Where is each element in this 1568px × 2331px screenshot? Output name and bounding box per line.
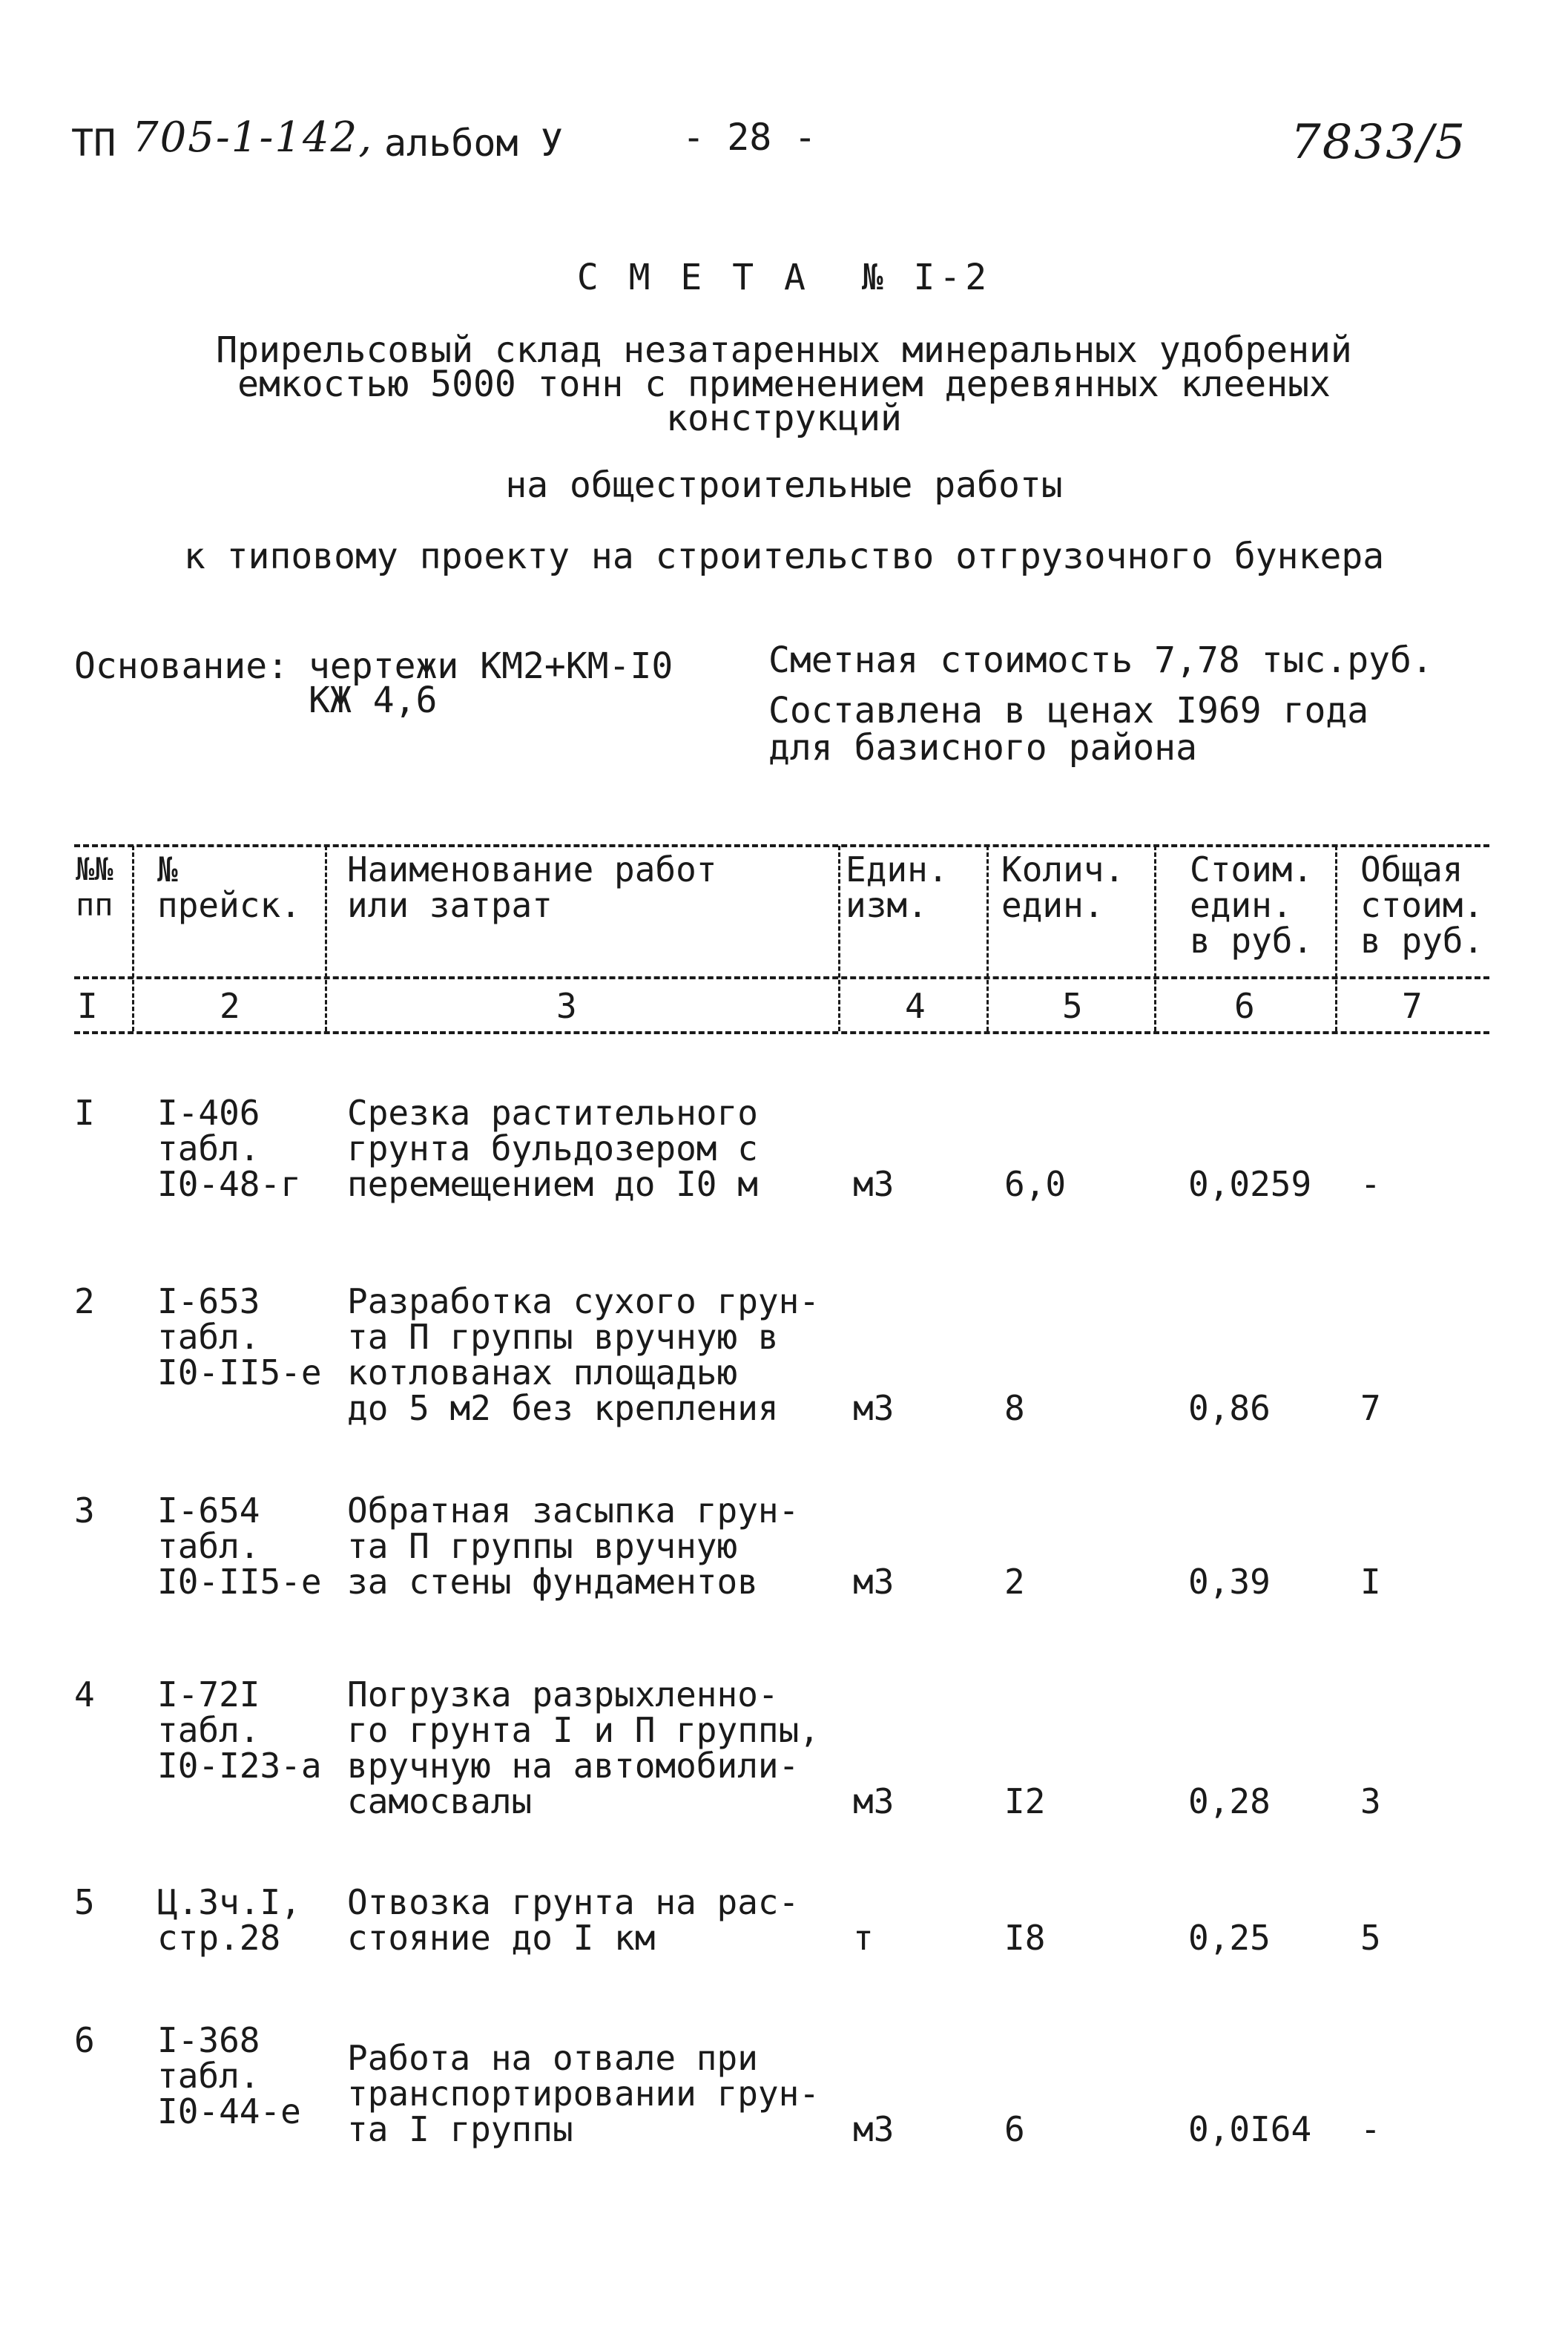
col-sep-5 — [1154, 846, 1156, 1031]
row-total: 7 — [1360, 1388, 1381, 1428]
header-col-qty: Колич. един. — [1001, 849, 1125, 925]
row-qty: 6 — [1004, 2109, 1025, 2149]
row-work-name: Обратная засыпка грун- та П группы вручную за стены фундаментов — [347, 1490, 800, 1602]
header-col-name: Наименование работ или затрат — [347, 849, 717, 925]
row-number: 3 — [74, 1490, 95, 1531]
row-unit: м3 — [853, 1388, 895, 1428]
col-sep-3 — [838, 846, 840, 1031]
col-number-2: 2 — [220, 986, 240, 1026]
row-pricelist-ref: Ц.3ч.I, стр.28 — [157, 1882, 301, 1958]
row-work-name: Работа на отвале при транспортировании грун- та I группы — [347, 2038, 820, 2149]
header-col-total: Общая стоим. в руб. — [1360, 849, 1484, 961]
col-number-7: 7 — [1402, 986, 1423, 1026]
estimated-cost: Сметная стоимость 7,78 тыс.руб. — [768, 640, 1433, 681]
row-number: 2 — [74, 1281, 95, 1321]
basis-drawings: чертежи КМ2+КМ-I0 — [309, 645, 673, 687]
col-number-1: I — [77, 986, 98, 1026]
prices-year: Составлена в ценах I969 года — [768, 690, 1369, 731]
row-unit-price: 0,39 — [1188, 1562, 1271, 1602]
row-total: I — [1360, 1562, 1381, 1602]
smeta-title: С М Е Т А № I-2 — [576, 257, 992, 298]
table-bottom-rule — [74, 1031, 1489, 1034]
table-mid-rule — [74, 976, 1489, 979]
row-unit: м3 — [853, 1164, 895, 1204]
col-number-6: 6 — [1234, 986, 1255, 1026]
row-total: - — [1360, 2109, 1381, 2149]
row-number: 5 — [74, 1882, 95, 1922]
row-work-name: Отвозка грунта на рас- стояние до I км — [347, 1882, 800, 1958]
col-sep-4 — [986, 846, 989, 1031]
row-total: - — [1360, 1164, 1381, 1204]
row-total: 3 — [1360, 1781, 1381, 1821]
object-line-2: емкостью 5000 тонн с применением деревянных клееных — [237, 364, 1331, 405]
header-col-number: №№ пп — [76, 851, 113, 923]
row-work-name: Разработка сухого грун- та П группы вручную в котлованах площадью до 5 м2 без крепления — [347, 1281, 820, 1428]
row-qty: 8 — [1004, 1388, 1025, 1428]
row-qty: I8 — [1004, 1918, 1046, 1958]
col-sep-2 — [325, 846, 327, 1031]
row-pricelist-ref: I-72I табл. I0-I23-а — [157, 1674, 322, 1786]
col-number-5: 5 — [1062, 986, 1083, 1026]
header-page-number: - 28 - — [682, 116, 817, 159]
row-number: I — [74, 1093, 95, 1133]
row-qty: 6,0 — [1004, 1164, 1067, 1204]
row-qty: I2 — [1004, 1781, 1046, 1821]
project-title: к типовому проекту на строительство отгрузочного бункера — [183, 536, 1385, 577]
row-qty: 2 — [1004, 1562, 1025, 1602]
col-number-4: 4 — [905, 986, 926, 1026]
row-unit: м3 — [853, 1781, 895, 1821]
header-col-unit: Един. изм. — [846, 849, 949, 925]
header-col-unit-price: Стоим. един. в руб. — [1190, 849, 1314, 961]
header-col-pricelist: № прейск. — [157, 849, 301, 925]
basis-drawings-2: КЖ 4,6 — [309, 680, 438, 721]
header-tp-prefix: ТП — [71, 122, 116, 165]
row-unit-price: 0,25 — [1188, 1918, 1271, 1958]
table-top-rule — [74, 844, 1489, 847]
col-sep-6 — [1335, 846, 1337, 1031]
basis-label: Основание: — [74, 645, 289, 687]
row-number: 6 — [74, 2020, 95, 2060]
row-unit: т — [853, 1918, 874, 1958]
object-line-3: конструкций — [666, 398, 902, 439]
row-unit: м3 — [853, 1562, 895, 1602]
row-unit-price: 0,28 — [1188, 1781, 1271, 1821]
row-unit-price: 0,86 — [1188, 1388, 1271, 1428]
works-type: на общестроительные работы — [505, 464, 1063, 506]
header-album: альбом У — [384, 122, 563, 165]
row-total: 5 — [1360, 1918, 1381, 1958]
row-unit-price: 0,0I64 — [1188, 2109, 1312, 2149]
row-pricelist-ref: I-654 табл. I0-II5-е — [157, 1490, 322, 1602]
row-work-name: Срезка растительного грунта бульдозером с перемещением до I0 м — [347, 1093, 758, 1204]
row-number: 4 — [74, 1674, 95, 1714]
prices-region: для базисного района — [768, 727, 1197, 769]
col-sep-1 — [132, 846, 134, 1031]
row-pricelist-ref: I-368 табл. I0-44-е — [157, 2020, 301, 2131]
row-work-name: Погрузка разрыхленно- го грунта I и П группы, вручную на автомобили- самосвалы — [347, 1674, 820, 1821]
row-pricelist-ref: I-653 табл. I0-II5-е — [157, 1281, 322, 1393]
header-tp-number: 705-1-142, — [132, 114, 374, 162]
col-number-3: 3 — [556, 986, 577, 1026]
header-doc-number: 7833/5 — [1291, 115, 1467, 170]
row-pricelist-ref: I-406 табл. I0-48-г — [157, 1093, 301, 1204]
row-unit-price: 0,0259 — [1188, 1164, 1312, 1204]
object-line-1: Прирельсовый склад незатаренных минеральных удобрений — [216, 329, 1352, 371]
row-unit: м3 — [853, 2109, 895, 2149]
